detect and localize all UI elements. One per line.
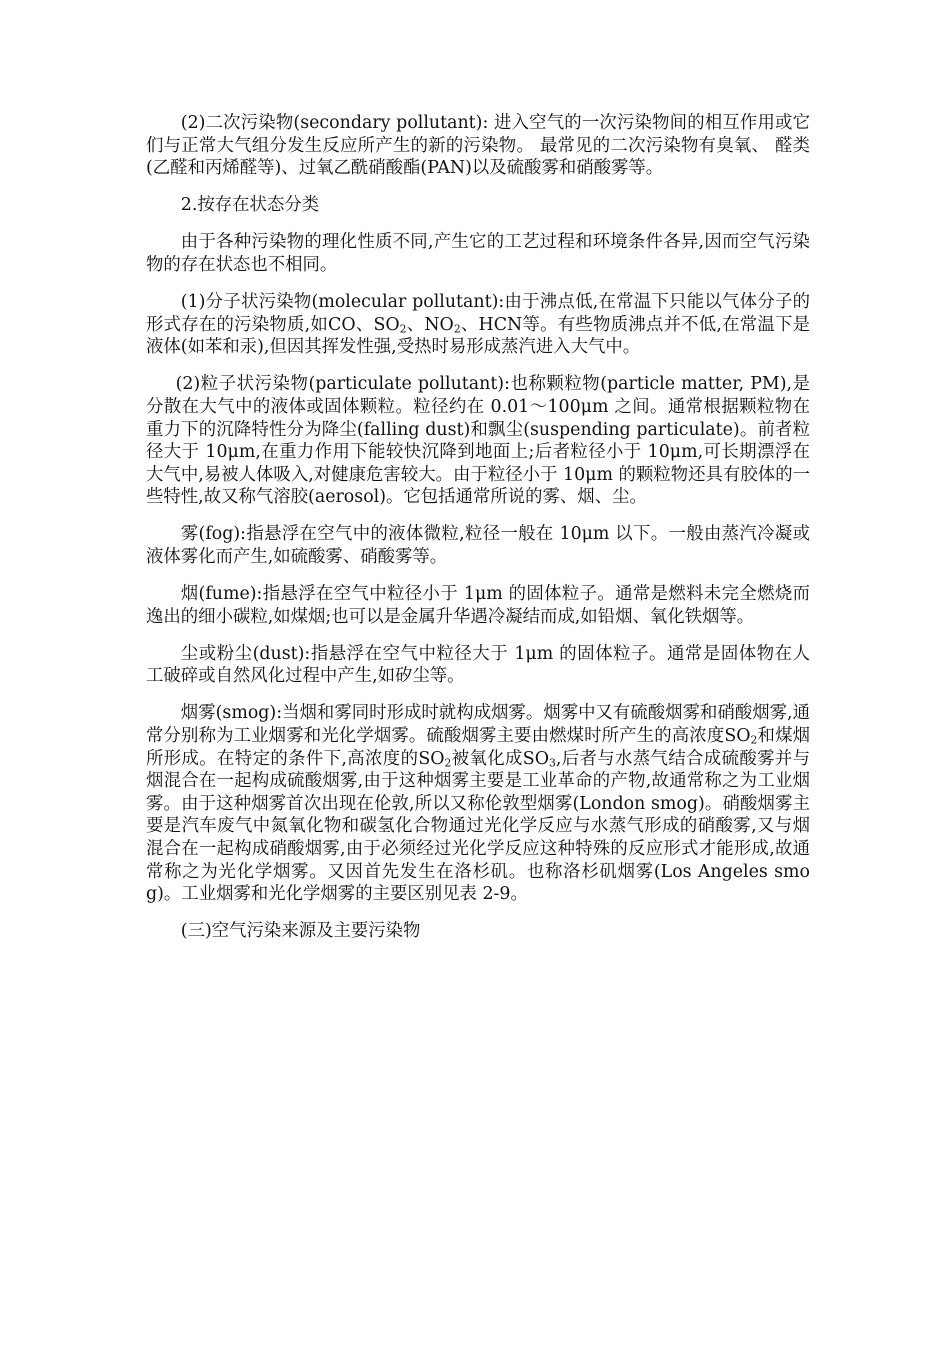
- subscript: 2: [750, 733, 758, 747]
- text-run: (1)分子状污染物(molecular pollutant):由于沸点低,在常温下只能以气体分子的形式存在的污染物质,如CO、SO: [146, 292, 810, 335]
- text-run: (三)空气污染来源及主要污染物: [180, 921, 421, 942]
- body-paragraph: [146, 583, 810, 628]
- body-paragraph: [146, 702, 810, 905]
- body-paragraph: [146, 523, 810, 568]
- text-run: 和煤烟所形成。在特定的条件下,高浓度的SO: [146, 726, 810, 769]
- text-run: 烟(fume):指悬浮在空气中粒径小于 1μm 的固体粒子。通常是燃料未完全燃烧而逸出的细小碳粒,如煤烟;也可以是金属升华遇冷凝结而成,如铅烟、氧化铁烟等。: [146, 584, 810, 627]
- subscript: 2: [444, 756, 452, 770]
- body-paragraph: [146, 112, 810, 180]
- text-run: 尘或粉尘(dust):指悬浮在空气中粒径大于 1μm 的固体粒子。通常是固体物在人工破碎或自然风化过程中产生,如矽尘等。: [146, 643, 810, 687]
- text-run: 被氧化成SO: [451, 748, 549, 769]
- body-paragraph: [146, 643, 810, 688]
- subscript: 3: [548, 756, 556, 770]
- document-page: [146, 112, 810, 957]
- text-run: 雾(fog):指悬浮在空气中的液体微粒,粒径一般在 10μm 以下。一般由蒸汽冷凝或液体雾化而产生,如硫酸雾、硝酸雾等。: [146, 524, 810, 567]
- text-run: ,后者与水蒸气结合成硫酸雾并与烟混合在一起构成硫酸烟雾,由于这种烟雾主要是工业革命的产物,故通常称之为工业烟雾。由于这种烟雾首次出现在伦敦,所以又称伦敦型烟雾(London smog)。硝酸烟雾主要是汽车废气中氮氧化物和碳氢化合物通过光化学反应与水蒸气形成的硝酸雾,又与烟混合在一起构成硝酸烟雾,由于必须经过光化学反应这种特殊的反应形式才能形成,故通常称之为光化学烟雾。又因首先发生在洛杉矶。也称洛杉矶烟雾(Los Angeles smog)。工业烟雾和光化学烟雾的主要区别见表 2-9。: [146, 748, 811, 905]
- section-heading: [146, 194, 810, 217]
- body-paragraph: [146, 291, 810, 359]
- body-paragraph: [146, 373, 810, 509]
- subscript: 2: [453, 322, 461, 336]
- section-heading: [146, 920, 810, 943]
- text-run: 、NO: [406, 314, 454, 335]
- text-run: 2.按存在状态分类: [180, 195, 320, 216]
- text-run: (2)粒子状污染物(particulate pollutant):也称颗粒物(particle matter, PM),是分散在大气中的液体或固体颗粒。粒径约在 0.01～100μm 之间。通常根据颗粒物在重力下的沉降特性分为降尘(falling dust)和飘尘(suspending particulate)。前者粒径大于 10μm,在重力作用下能较快沉降到地面上;后者粒径小于 10μm,可长期漂浮在大气中,易被人体吸入,对健康危害较大。由于粒径小于 10μm 的颗粒物还具有胶体的一些特性,故又称气溶胶(aerosol)。它包括通常所说的雾、烟、尘。: [146, 374, 810, 508]
- text-run: (2)二次污染物(secondary pollutant): 进入空气的一次污染物间的相互作用或它们与正常大气组分发生反应所产生的新的污染物。 最常见的二次污染物有臭氧、 醛类(乙醛和丙烯醛等)、过氧乙酰硝酸酯(PAN)以及硫酸雾和硝酸雾等。: [146, 113, 810, 179]
- text-run: 由于各种污染物的理化性质不同,产生它的工艺过程和环境条件各异,因而空气污染物的存在状态也不相同。: [146, 232, 810, 275]
- body-paragraph: [146, 231, 810, 276]
- text-run: 烟雾(smog):当烟和雾同时形成时就构成烟雾。烟雾中又有硫酸烟雾和硝酸烟雾,通常分别称为工业烟雾和光化学烟雾。硫酸烟雾主要由燃煤时所产生的高浓度SO: [146, 703, 810, 747]
- subscript: 2: [399, 322, 407, 336]
- text-run: 、HCN等。有些物质沸点并不低,在常温下是液体(如苯和汞),但因其挥发性强,受热时易形成蒸汽进入大气中。: [146, 314, 811, 358]
